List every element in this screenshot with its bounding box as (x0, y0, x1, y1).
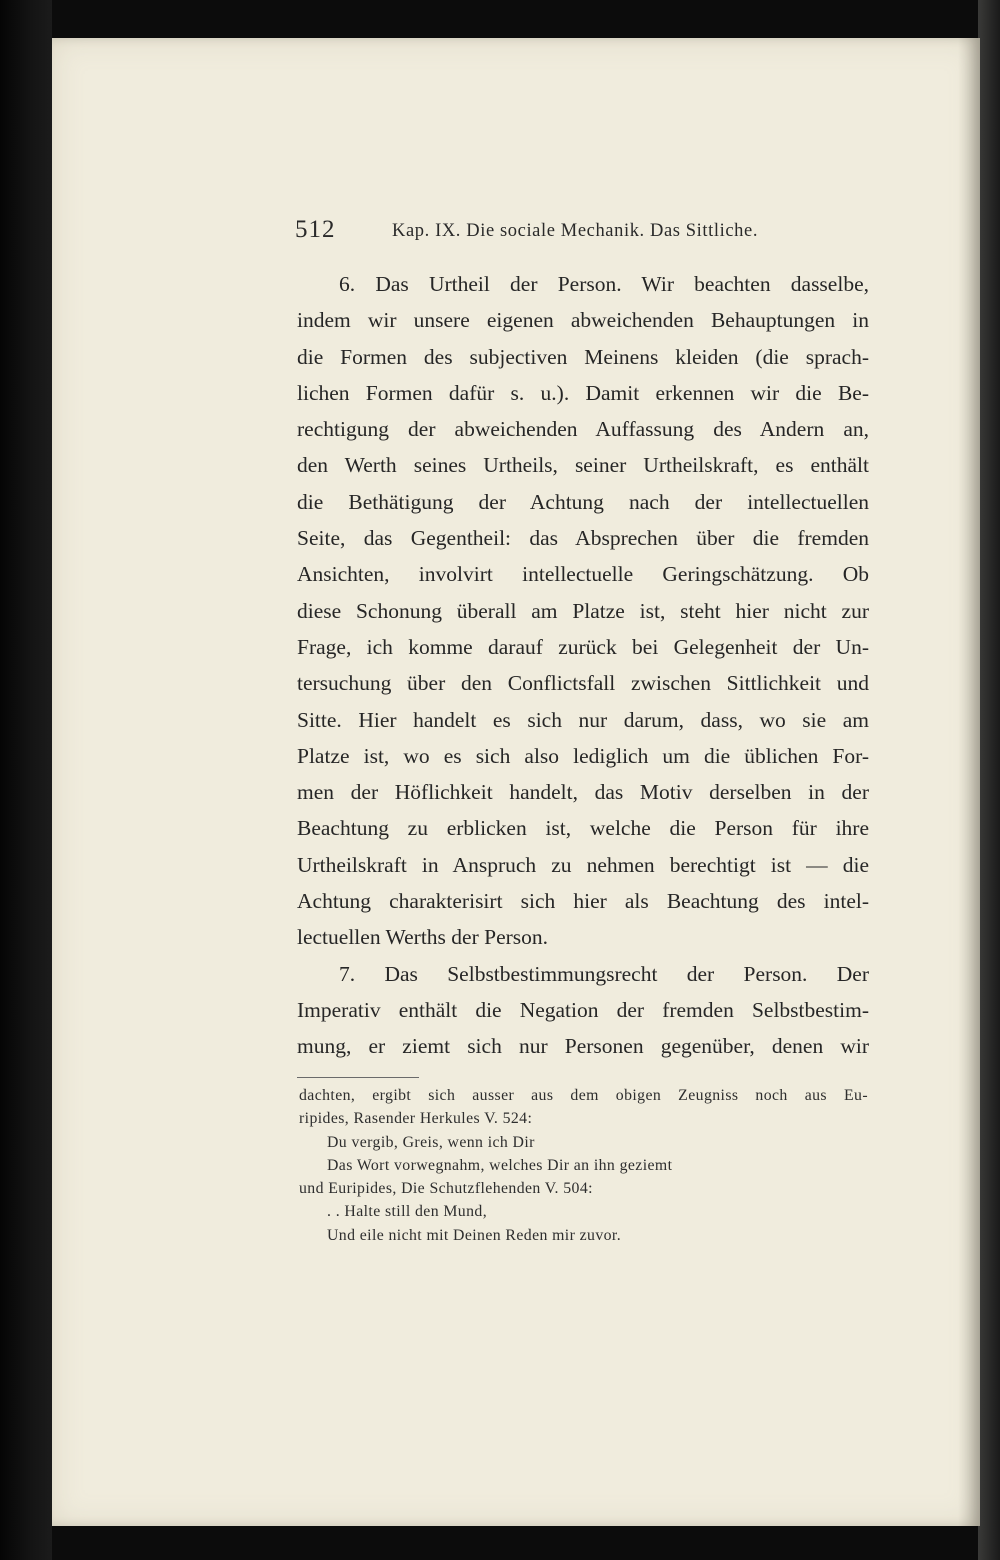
text-line: Imperativ enthält die Negation der fremden Selbstbestim- (297, 997, 869, 1022)
text-line: men der Höflichkeit handelt, das Motiv derselben in der (297, 780, 869, 805)
footnote-block (299, 1084, 868, 1247)
text-line: rechtigung der abweichenden Auffassung des Andern an, (297, 417, 869, 442)
footnote-verse-line: Du vergib, Greis, wenn ich Dir (327, 1133, 535, 1151)
text-line: tersuchung über den Conflictsfall zwischen Sittlichkeit und (297, 671, 869, 696)
text-line: Beachtung zu erblicken ist, welche die Person für ihre (297, 816, 869, 841)
text-line: Urtheilskraft in Anspruch zu nehmen berechtigt ist — die (297, 852, 869, 877)
scan-background-right (978, 0, 1000, 1560)
running-title: Kap. IX. Die sociale Mechanik. Das Sittliche. (392, 221, 759, 241)
text-line: Seite, das Gegentheil: das Absprechen über die fremden (297, 526, 869, 551)
footnote-line: und Euripides, Die Schutzflehenden V. 504: (299, 1180, 593, 1198)
scan-background-left (0, 0, 52, 1560)
text-line: diese Schonung überall am Platze ist, steht hier nicht zur (297, 598, 869, 623)
main-text (297, 266, 869, 1065)
page-header (295, 216, 865, 250)
text-line: Sitte. Hier handelt es sich nur darum, dass, wo sie am (297, 707, 869, 732)
text-line: mung, er ziemt sich nur Personen gegenüber, denen wir (297, 1034, 869, 1059)
text-line: indem wir unsere eigenen abweichenden Behauptungen in (297, 308, 869, 333)
text-line: Ansichten, involvirt intellectuelle Geringschätzung. Ob (297, 562, 869, 587)
text-line: Frage, ich komme darauf zurück bei Gelegenheit der Un- (297, 634, 869, 659)
text-line: den Werth seines Urtheils, seiner Urtheilskraft, es enthält (297, 453, 869, 478)
text-line: Platze ist, wo es sich also lediglich um die üblichen For- (297, 743, 869, 768)
page-gutter-shadow (958, 38, 980, 1526)
text-line: lectuellen Werths der Person. (297, 925, 549, 950)
text-line: Achtung charakterisirt sich hier als Beachtung des intel- (297, 889, 869, 914)
text-line: lichen Formen dafür s. u.). Damit erkennen wir die Be- (297, 380, 869, 405)
text-line: 7. Das Selbstbestimmungsrecht der Person. Der (339, 961, 869, 986)
text-line: 6. Das Urtheil der Person. Wir beachten dasselbe, (339, 272, 869, 296)
footnote-verse-line: Das Wort vorwegnahm, welches Dir an ihn geziemt (327, 1156, 673, 1174)
footnote-verse-line: . . Halte still den Mund, (327, 1203, 488, 1221)
page-number: 512 (295, 216, 336, 243)
footnote-verse-line: Und eile nicht mit Deinen Reden mir zuvor. (327, 1226, 622, 1244)
text-line: die Formen des subjectiven Meinens kleiden (die sprach- (297, 344, 869, 369)
footnote-line: dachten, ergibt sich ausser aus dem obigen Zeugniss noch aus Eu- (299, 1087, 868, 1104)
footnote-rule (297, 1077, 419, 1078)
footnote-line: ripides, Rasender Herkules V. 524: (299, 1110, 533, 1128)
text-line: die Bethätigung der Achtung nach der intellectuellen (297, 489, 869, 514)
